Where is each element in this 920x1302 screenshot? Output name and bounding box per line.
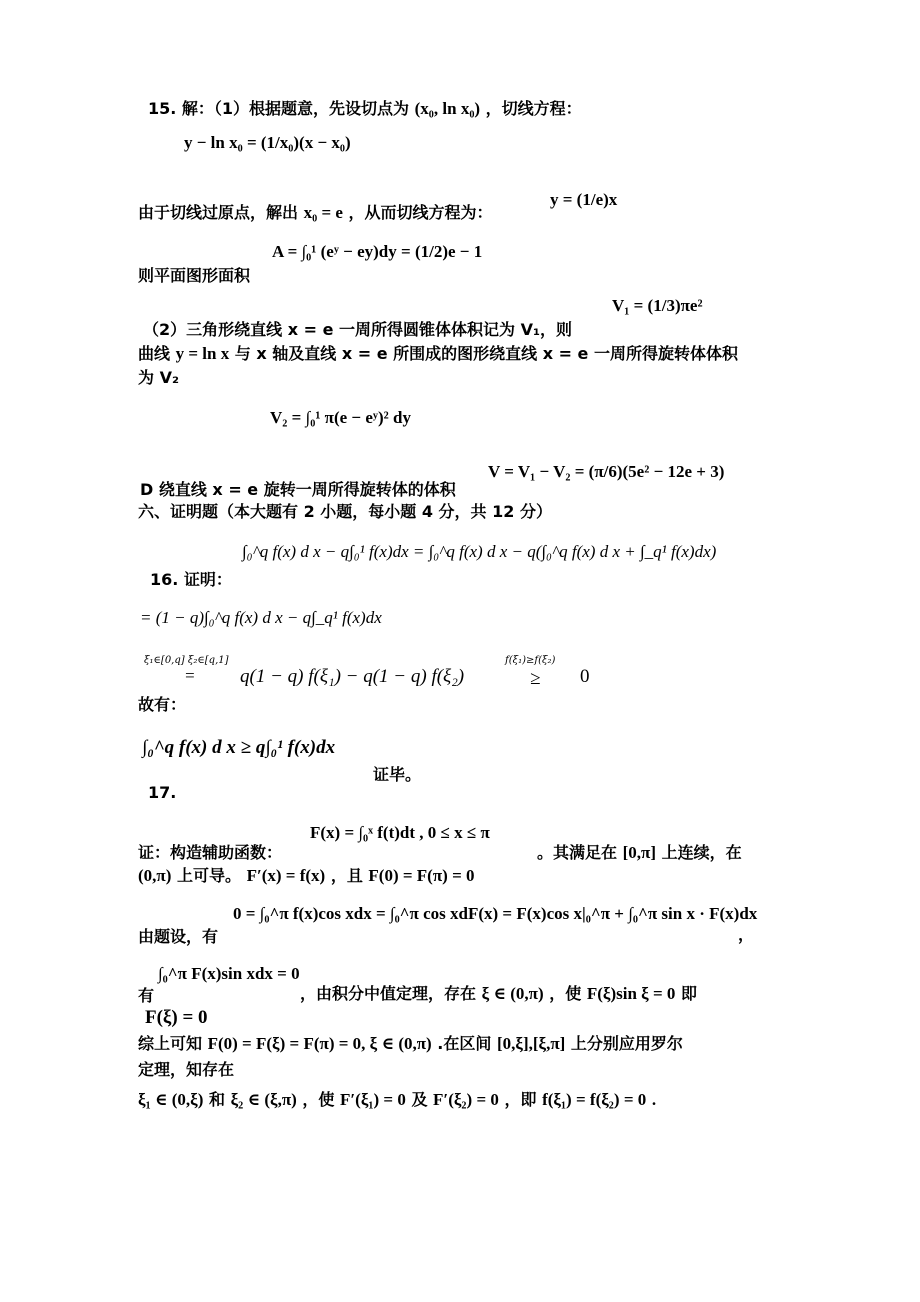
q17-label: 17. — [148, 783, 177, 802]
have-formula: ∫₀^π F(x)sin xdx = 0 — [158, 964, 300, 983]
by-given: 由题设，有 — [138, 927, 219, 946]
v1-formula: V₁ = (1/3)πe² — [612, 296, 703, 315]
tangent-equation: y − ln x₀ = (1/x₀)(x − x₀) — [184, 133, 351, 152]
q16-eq-sign: = — [184, 666, 196, 685]
q15-intro-line — [148, 99, 582, 119]
and3-text: 及 — [411, 1090, 428, 1109]
summary-text-1: 综上可知 — [138, 1034, 203, 1053]
final-line — [138, 1090, 656, 1110]
q16-cond-right: f(ξ₁)≥f(ξ₂) — [505, 655, 556, 666]
F-range: , 0 ≤ x ≤ π — [419, 823, 490, 842]
final-period: . — [651, 1090, 657, 1109]
q16-line3: q(1 − q) f(ξ₁) − q(1 − q) f(ξ₂) — [240, 666, 465, 687]
F-sin: F(ξ)sin ξ = 0 — [586, 984, 676, 1003]
and2-text: 和 — [209, 1090, 226, 1109]
x0-eq-e: x₀ = e — [303, 203, 343, 222]
mvt-line — [300, 984, 697, 1004]
q15-point: (x₀, ln x₀) — [414, 99, 481, 118]
total-volume-formula: V = V₁ − V₂ = (π/6)(5e² − 12e + 3) — [488, 462, 725, 481]
ie2-text: ，即 — [504, 1090, 537, 1109]
summary-text-2: .在区间 — [437, 1034, 492, 1053]
xi1: ξ₁ ∈ (0,ξ) — [138, 1090, 204, 1109]
pass-origin-text: 由于切线过原点，解出 — [138, 203, 299, 222]
have-text: 有 — [138, 986, 155, 1005]
q16-cond-top: ξ₁∈[0,q] ξ₂∈[q,1] — [144, 655, 229, 666]
make2-text: ，使 — [302, 1090, 335, 1109]
q17-diff-line — [138, 866, 475, 886]
cont-text: 。其满足在 — [537, 843, 618, 862]
F-prime: F′(x) = f(x) — [246, 866, 326, 885]
q16-hence: 故有： — [138, 695, 187, 714]
F-xi-zero: F(ξ) = 0 — [145, 1007, 208, 1028]
summary-intervals: [0,ξ],[ξ,π] — [496, 1034, 566, 1053]
curve-line — [138, 344, 738, 364]
cone-volume-text: （2）三角形绕直线 x = e 一周所得圆锥体体积记为 V₁，则 — [143, 320, 572, 339]
construct-text: 证：构造辅助函数： — [138, 843, 283, 862]
q16-result: ∫₀^q f(x) d x ≥ q∫₀¹ f(x)dx — [142, 737, 336, 758]
tangent-final: y = (1/e)x — [550, 190, 618, 209]
q16-line2: = (1 − q)∫₀^q f(x) d x − q∫_q¹ f(x)dx — [140, 608, 382, 627]
q16-line1: ∫₀^q f(x) d x − q∫₀¹ f(x)dx = ∫₀^q f(x) d x − q(∫₀^q f(x) d x + ∫_q¹ f(x)dx) — [242, 542, 717, 561]
area-formula: A = ∫₀¹ (eʸ − ey)dy = (1/2)e − 1 — [272, 242, 483, 261]
final-conclusion: f(ξ₁) = f(ξ₂) = 0 — [542, 1090, 647, 1109]
xi2: ξ₂ ∈ (ξ,π) — [230, 1090, 297, 1109]
q16-qed: 证毕。 — [373, 765, 422, 784]
rotation-text: D 绕直线 x = e 旋转一周所得旋转体的体积 — [140, 480, 456, 499]
interval-open: (0,π) — [138, 866, 172, 885]
q15-tail: ，切线方程： — [485, 99, 582, 118]
diff-text: 上可导。 — [176, 866, 241, 885]
summary-line — [138, 1034, 683, 1054]
F-definition: F(x) = ∫₀ˣ f(t)dt — [310, 823, 416, 842]
and-text: ，且 — [330, 866, 363, 885]
area-label: 则平面图形面积 — [138, 266, 251, 285]
q15-intro: 解：（1）根据题意，先设切点为 — [181, 99, 410, 118]
xi-in: ξ ∈ (0,π) — [481, 984, 544, 1003]
cont-text-2: 上连续，在 — [661, 843, 742, 862]
summary-line-2: 定理，知存在 — [138, 1060, 235, 1079]
curve-text-1: 曲线 — [138, 344, 171, 363]
q16-label: 16. 证明： — [150, 570, 232, 589]
chain-comma: ， — [738, 925, 755, 944]
curve-text-2: 与 x 轴及直线 x = e 所围成的图形绕直线 x = e 一周所得旋转体体积 — [234, 344, 738, 363]
then-tangent-text: ，从而切线方程为： — [348, 203, 493, 222]
v2-formula: V₂ = ∫₀¹ π(e − eʸ)² dy — [270, 408, 411, 427]
curve-y: y = ln x — [175, 344, 230, 363]
q16-zero: 0 — [580, 666, 590, 687]
F-equal: F(0) = F(π) = 0 — [368, 866, 475, 885]
q15-label: 15. — [148, 99, 177, 118]
mvt-text: ，由积分中值定理，存在 — [300, 984, 477, 1003]
F-prime-xi1: F′(ξ₁) = 0 — [340, 1090, 406, 1109]
proof-section-heading: 六、证明题（本大题有 2 小题，每小题 4 分，共 12 分） — [138, 502, 552, 521]
v2-label: 为 V₂ — [138, 368, 179, 387]
make-text: ，使 — [549, 984, 582, 1003]
summary-text-3: 上分别应用罗尔 — [570, 1034, 683, 1053]
integral-chain: 0 = ∫₀^π f(x)cos xdx = ∫₀^π cos xdF(x) = F(x)cos x|₀^π + ∫₀^π sin x · F(x)dx — [233, 904, 758, 923]
F-prime-xi2: F′(ξ₂) = 0 — [433, 1090, 499, 1109]
pass-origin-line — [138, 203, 493, 223]
summary-formula: F(0) = F(ξ) = F(π) = 0, ξ ∈ (0,π) — [207, 1034, 432, 1053]
ie-text: 即 — [681, 984, 698, 1003]
q16-ge: ≥ — [530, 668, 541, 689]
interval-closed: [0,π] — [622, 843, 656, 862]
q17-cont-line — [537, 843, 742, 863]
q17-construct-line — [138, 843, 282, 862]
have-line — [138, 986, 154, 1005]
q17-F-def-line — [310, 823, 490, 843]
